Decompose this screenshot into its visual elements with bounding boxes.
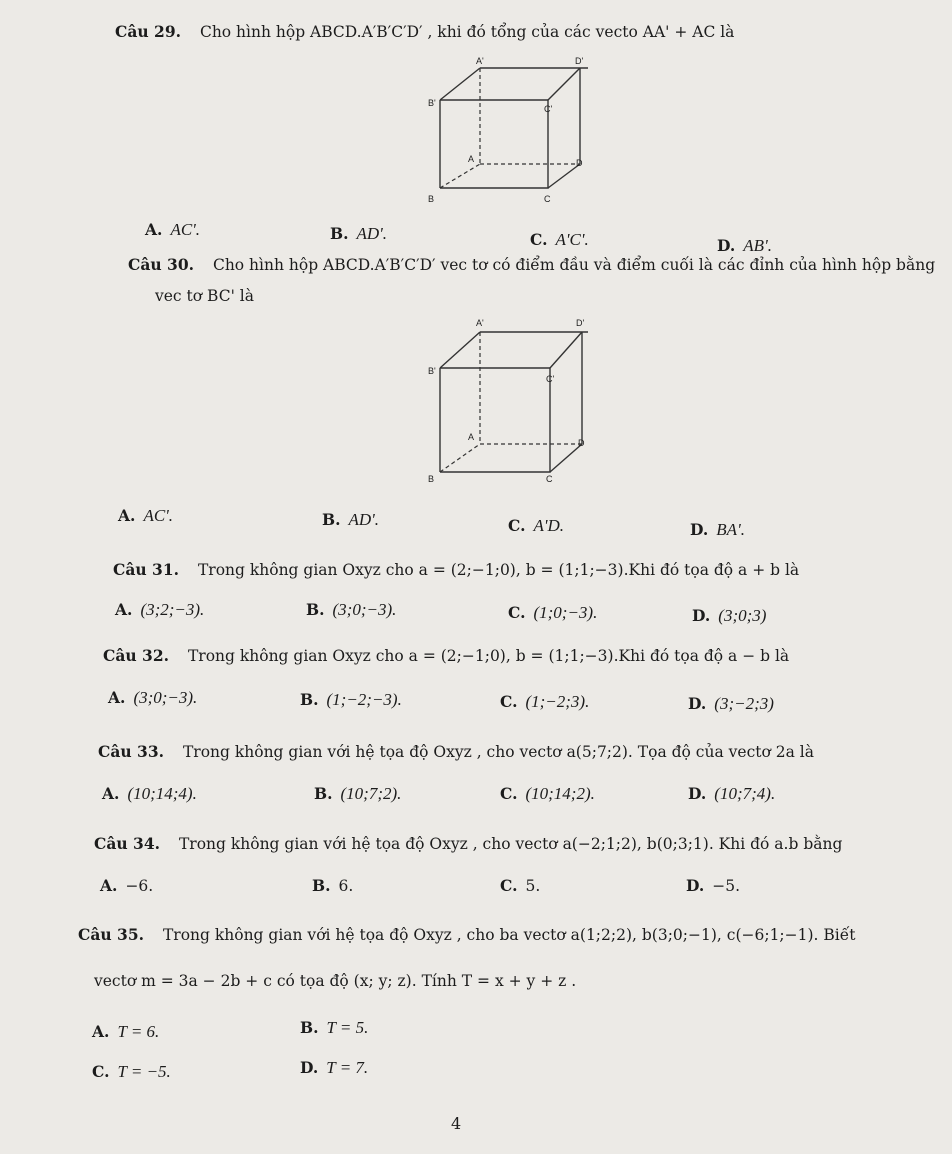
q31-option-b[interactable]: [306, 600, 396, 620]
q29-option-a-label: A.: [145, 220, 163, 239]
q35-option-c[interactable]: [92, 1062, 171, 1082]
q35-stem-line: [78, 925, 856, 944]
q33-option-b-text: (10;7;2).: [340, 784, 402, 803]
q34-number: Câu 34.: [94, 834, 161, 853]
q30-option-a-label: A.: [118, 506, 136, 525]
q31-stem: Trong không gian Oxyz cho a = (2;−1;0), b = (1;1;−3).Khi đó tọa độ a + b là: [197, 561, 800, 579]
q32-option-d[interactable]: [688, 694, 774, 714]
q34-option-a[interactable]: [100, 876, 153, 895]
q34-stem-line: [94, 834, 842, 853]
q33-option-c-text: (10;14;2).: [525, 784, 595, 803]
q29-label-c: C: [544, 194, 551, 204]
q33-option-b[interactable]: [314, 784, 401, 804]
q35-option-a-label: A.: [92, 1022, 110, 1041]
q29-option-a-text: AC'.: [170, 220, 201, 239]
q31-option-a[interactable]: [115, 600, 204, 620]
q29-cube-figure: [418, 56, 588, 204]
q32-option-a[interactable]: [108, 688, 197, 708]
q32-option-b[interactable]: [300, 690, 402, 710]
q29-option-c[interactable]: [530, 230, 589, 250]
q30-option-a[interactable]: [118, 506, 173, 526]
q30-label-c: C: [546, 474, 553, 484]
q29-number: Câu 29.: [115, 22, 182, 41]
q32-option-a-label: A.: [108, 688, 126, 707]
q30-label-b1: B': [428, 366, 436, 376]
q29-stem: Cho hình hộp ABCD.A′B′C′D′ , khi đó tổng của các vecto AA' + AC là: [199, 23, 735, 41]
q31-number: Câu 31.: [113, 560, 180, 579]
q34-option-b-label: B.: [312, 876, 331, 895]
q30-stem: Cho hình hộp ABCD.A′B′C′D′ vec tơ có điểm đầu và điểm cuối là các đỉnh của hình hộp bằng: [212, 256, 936, 274]
q29-option-b-label: B.: [330, 224, 349, 243]
q34-option-b[interactable]: [312, 876, 353, 895]
q31-option-c[interactable]: [508, 603, 597, 623]
q35-number: Câu 35.: [78, 925, 145, 944]
q31-option-d-label: D.: [692, 606, 711, 625]
q33-option-c-label: C.: [500, 784, 518, 803]
q31-stem-line: [113, 560, 799, 579]
q32-option-c[interactable]: [500, 692, 589, 712]
q29-option-b[interactable]: [330, 224, 387, 244]
q30-stem-line: [128, 255, 935, 274]
q30-option-c[interactable]: [508, 516, 564, 536]
q30-label-a: A: [468, 432, 475, 442]
q29-label-c1: C': [544, 104, 553, 114]
q30-label-b: B: [428, 474, 435, 484]
q30-option-c-label: C.: [508, 516, 526, 535]
q33-option-a-label: A.: [102, 784, 120, 803]
q34-option-d-text: −5.: [712, 877, 741, 895]
q33-stem: Trong không gian với hệ tọa độ Oxyz , cho vectơ a(5;7;2). Tọa độ của vectơ 2a là: [182, 743, 814, 761]
q35-option-a-text: T = 6.: [117, 1022, 160, 1041]
q29-label-a: A: [468, 154, 475, 164]
q30-option-b-text: AD'.: [348, 510, 380, 529]
q29-label-d1: D': [575, 56, 584, 66]
q35-stem-line-2: vectơ m = 3a − 2b + c có tọa độ (x; y; z). Tính T = x + y + z .: [94, 972, 577, 990]
q35-option-a[interactable]: [92, 1022, 159, 1042]
q29-label-a1: A': [476, 56, 484, 66]
q29-label-d: D: [576, 158, 583, 168]
q30-label-a1: A': [476, 318, 484, 328]
q33-option-b-label: B.: [314, 784, 333, 803]
q29-option-a[interactable]: [145, 220, 200, 240]
q35-option-d-label: D.: [300, 1058, 319, 1077]
q35-option-b-text: T = 5.: [326, 1018, 369, 1037]
q32-option-b-label: B.: [300, 690, 319, 709]
q33-option-a-text: (10;14;4).: [127, 784, 197, 803]
q35-stem: Trong không gian với hệ tọa độ Oxyz , cho ba vectơ a(1;2;2), b(3;0;−1), c(−6;1;−1). Biết: [162, 926, 856, 944]
q34-option-a-label: A.: [100, 876, 118, 895]
q33-number: Câu 33.: [98, 742, 165, 761]
q33-option-d-text: (10;7;4).: [714, 784, 776, 803]
q33-option-c[interactable]: [500, 784, 595, 804]
q30-option-b[interactable]: [322, 510, 379, 530]
q35-option-b[interactable]: [300, 1018, 368, 1038]
q34-option-c-label: C.: [500, 876, 518, 895]
q29-option-c-label: C.: [530, 230, 548, 249]
q32-stem: Trong không gian Oxyz cho a = (2;−1;0), b = (1;1;−3).Khi đó tọa độ a − b là: [187, 647, 790, 665]
q33-option-d-label: D.: [688, 784, 707, 803]
q30-option-d-label: D.: [690, 520, 709, 539]
q33-stem-line: [98, 742, 814, 761]
q33-option-a[interactable]: [102, 784, 197, 804]
q33-option-d[interactable]: [688, 784, 775, 804]
q29-stem-line: [115, 22, 734, 41]
q34-stem: Trong không gian với hệ tọa độ Oxyz , cho vectơ a(−2;1;2), b(0;3;1). Khi đó a.b bằng: [178, 835, 843, 853]
q29-label-b: B: [428, 194, 435, 204]
q29-option-d-text: AB'.: [743, 236, 772, 255]
q32-number: Câu 32.: [103, 646, 170, 665]
q31-option-b-text: (3;0;−3).: [332, 600, 397, 619]
q35-option-c-label: C.: [92, 1062, 110, 1081]
q31-option-c-text: (1;0;−3).: [533, 603, 598, 622]
q30-option-d[interactable]: [690, 520, 745, 540]
page-number: 4: [451, 1114, 462, 1133]
q35-option-c-text: T = −5.: [117, 1062, 171, 1081]
q32-option-d-text: (3;−2;3): [714, 694, 774, 713]
q32-option-d-label: D.: [688, 694, 707, 713]
q35-option-d[interactable]: [300, 1058, 368, 1078]
q32-option-a-text: (3;0;−3).: [133, 688, 198, 707]
q34-option-d-label: D.: [686, 876, 705, 895]
q29-option-b-text: AD'.: [356, 224, 388, 243]
q32-option-c-text: (1;−2;3).: [525, 692, 590, 711]
q31-option-c-label: C.: [508, 603, 526, 622]
q31-option-a-label: A.: [115, 600, 133, 619]
q31-option-d[interactable]: [692, 606, 766, 626]
q34-option-c-text: 5.: [525, 877, 541, 895]
q31-option-a-text: (3;2;−3).: [140, 600, 205, 619]
q30-option-d-text: BA'.: [716, 520, 745, 539]
q30-option-c-text: A'D.: [533, 516, 565, 535]
q35-option-b-label: B.: [300, 1018, 319, 1037]
q30-label-d1: D': [576, 318, 585, 328]
q34-option-c[interactable]: [500, 876, 540, 895]
q30-stem-line-2: vec tơ BC' là: [155, 287, 254, 305]
q31-option-b-label: B.: [306, 600, 325, 619]
q29-option-d[interactable]: [717, 236, 772, 256]
q32-option-c-label: C.: [500, 692, 518, 711]
q32-stem-line: [103, 646, 789, 665]
q32-option-b-text: (1;−2;−3).: [326, 690, 402, 709]
q30-option-b-label: B.: [322, 510, 341, 529]
q30-number: Câu 30.: [128, 255, 195, 274]
q30-option-a-text: AC'.: [143, 506, 174, 525]
q29-label-b1: B': [428, 98, 436, 108]
q34-option-b-text: 6.: [338, 877, 354, 895]
q34-option-a-text: −6.: [125, 877, 154, 895]
q35-option-d-text: T = 7.: [326, 1058, 369, 1077]
q34-option-d[interactable]: [686, 876, 740, 895]
q29-option-c-text: A'C'.: [555, 230, 589, 249]
q30-cube-figure: [418, 312, 588, 484]
q30-label-d: D: [578, 438, 585, 448]
q30-label-c1: C': [546, 374, 555, 384]
q31-option-d-text: (3;0;3): [718, 606, 767, 625]
q29-option-d-label: D.: [717, 236, 736, 255]
